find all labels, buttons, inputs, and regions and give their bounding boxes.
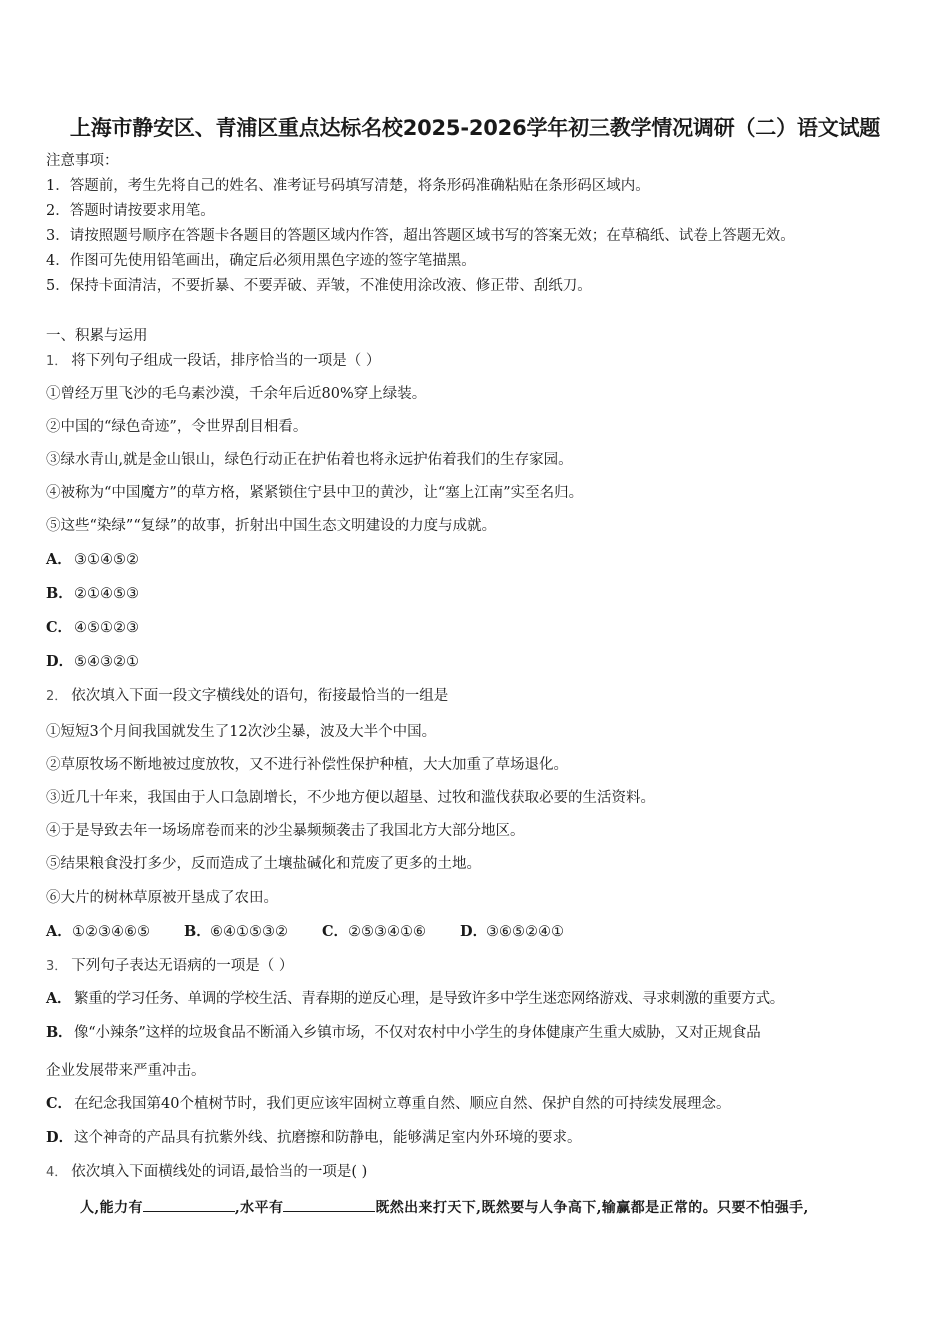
q3-option-c[interactable] (46, 1094, 730, 1114)
option-text: ⑥④①⑤③② (210, 924, 288, 940)
notes-item: 4．作图可先使用铅笔画出，确定后必须用黑色字迹的签字笔描黑。 (46, 253, 476, 269)
option-text: 像“小辣条”这样的垃圾食品不断涌入乡镇市场，不仅对农村中小学生的身体健康产生重大威胁，又对正规食品 (74, 1025, 761, 1041)
option-text: 这个神奇的产品具有抗紫外线、抗磨擦和防静电，能够满足室内外环境的要求。 (74, 1130, 582, 1146)
q4-passage-part2: ,水平有 (234, 1200, 284, 1216)
option-label: D． (46, 1129, 74, 1146)
notes-item: 5．保持卡面清洁，不要折暴、不要弄破、弄皱，不准使用涂改液、修正带、刮纸刀。 (46, 278, 592, 294)
q1-option-d[interactable] (46, 652, 139, 672)
q3-option-a[interactable] (46, 989, 784, 1009)
q2-sentence: ③近几十年来，我国由于人口急剧增长，不少地方便以超垦、过牧和滥伐获取必要的生活资料。 (46, 790, 655, 806)
option-text: ④⑤①②③ (74, 620, 139, 636)
option-label: B． (184, 923, 211, 940)
option-text: 繁重的学习任务、单调的学校生活、青春期的逆反心理，是导致许多中学生迷恋网络游戏、寻求刺激的重要方式。 (74, 991, 784, 1007)
notes-item: 1．答题前，考生先将自己的姓名、准考证号码填写清楚，将条形码准确粘贴在条形码区域内。 (46, 178, 650, 194)
option-label: C． (322, 923, 349, 940)
option-label: D． (46, 653, 74, 670)
option-label: A． (46, 990, 72, 1007)
question-number: 4． (46, 1165, 68, 1180)
notes-item: 2．答题时请按要求用笔。 (46, 203, 215, 219)
question-text: 依次填入下面一段文字横线处的语句，衔接最恰当的一组是 (71, 688, 449, 704)
option-text: ②⑤③④①⑥ (348, 924, 426, 940)
question-number: 1． (46, 354, 68, 369)
q3-option-b[interactable] (46, 1023, 761, 1043)
option-text: ⑤④③②① (74, 654, 139, 670)
q1-sentence: ①曾经万里飞沙的毛乌素沙漠，千余年后近80%穿上绿装。 (46, 386, 427, 402)
q1-sentence: ②中国的“绿色奇迹”，令世界刮目相看。 (46, 419, 308, 435)
q4-passage-part1: 人,能力有 (80, 1200, 143, 1216)
notes-heading: 注意事项： (46, 153, 119, 169)
q1-option-a[interactable] (46, 550, 139, 570)
option-label: C． (46, 1095, 73, 1112)
q1-sentence: ⑤这些“染绿”“复绿”的故事，折射出中国生态文明建设的力度与成就。 (46, 518, 497, 534)
q2-option-b[interactable] (184, 922, 288, 942)
q2-option-a[interactable] (46, 922, 150, 942)
q3-option-b-continuation: 企业发展带来严重冲击。 (46, 1063, 206, 1079)
option-text: ③①④⑤② (74, 552, 139, 568)
notes-item: 3．请按照题号顺序在答题卡各题目的答题区域内作答，超出答题区域书写的答案无效；在草稿纸、试卷上答题无效。 (46, 228, 795, 244)
question-number: 2． (46, 689, 68, 704)
option-text: 在纪念我国第40个植树节时，我们更应该牢固树立尊重自然、顺应自然、保护自然的可持续发展理念。 (74, 1096, 731, 1112)
option-text: ②①④⑤③ (74, 586, 139, 602)
fill-blank-1[interactable] (143, 1197, 235, 1212)
option-label: A． (46, 551, 72, 568)
fill-blank-2[interactable] (283, 1197, 375, 1212)
q1-option-c[interactable] (46, 618, 139, 638)
question-4-stem (46, 1162, 367, 1183)
option-label: B． (46, 585, 73, 602)
q2-sentence: ④于是导致去年一场场席卷而来的沙尘暴频频袭击了我国北方大部分地区。 (46, 823, 525, 839)
option-label: A． (46, 923, 72, 940)
question-number: 3． (46, 959, 68, 974)
section-heading: 一、积累与运用 (46, 328, 148, 344)
q2-option-c[interactable] (322, 922, 426, 942)
q3-option-d[interactable] (46, 1128, 582, 1148)
q2-option-d[interactable] (460, 922, 564, 942)
question-text: 将下列句子组成一段话，排序恰当的一项是（ ） (71, 353, 381, 369)
q2-sentence: ①短短3个月间我国就发生了12次沙尘暴，波及大半个中国。 (46, 724, 437, 740)
option-label: D． (460, 923, 488, 940)
q2-options (46, 922, 598, 942)
q1-sentence: ③绿水青山,就是金山银山，绿色行动正在护佑着也将永远护佑着我们的生存家园。 (46, 452, 573, 468)
q2-sentence: ⑥大片的树林草原被开垦成了农田。 (46, 890, 278, 906)
option-label: C． (46, 619, 73, 636)
q1-option-b[interactable] (46, 584, 139, 604)
q2-sentence: ②草原牧场不断地被过度放牧，又不进行补偿性保护种植，大大加重了草场退化。 (46, 757, 568, 773)
q4-passage-part3: 既然出来打天下,既然要与人争高下,输赢都是正常的。只要不怕强手, (375, 1200, 809, 1216)
q4-passage (80, 1197, 809, 1217)
q2-sentence: ⑤结果粮食没打多少，反而造成了土壤盐碱化和荒废了更多的土地。 (46, 856, 481, 872)
question-2-stem (46, 686, 448, 707)
option-text: ③⑥⑤②④① (486, 924, 564, 940)
page-title: 上海市静安区、青浦区重点达标名校2025-2026学年初三教学情况调研（二）语文试题 (69, 116, 881, 140)
option-label: B． (46, 1024, 73, 1041)
question-3-stem (46, 956, 293, 977)
question-text: 依次填入下面横线处的词语,最恰当的一项是( ) (71, 1164, 368, 1180)
question-text: 下列句子表达无语病的一项是（ ） (71, 958, 294, 974)
q1-sentence: ④被称为“中国魔方”的草方格，紧紧锁住宁县中卫的黄沙，让“塞上江南”实至名归。 (46, 485, 584, 501)
option-text: ①②③④⑥⑤ (72, 924, 150, 940)
question-1-stem (46, 351, 380, 372)
